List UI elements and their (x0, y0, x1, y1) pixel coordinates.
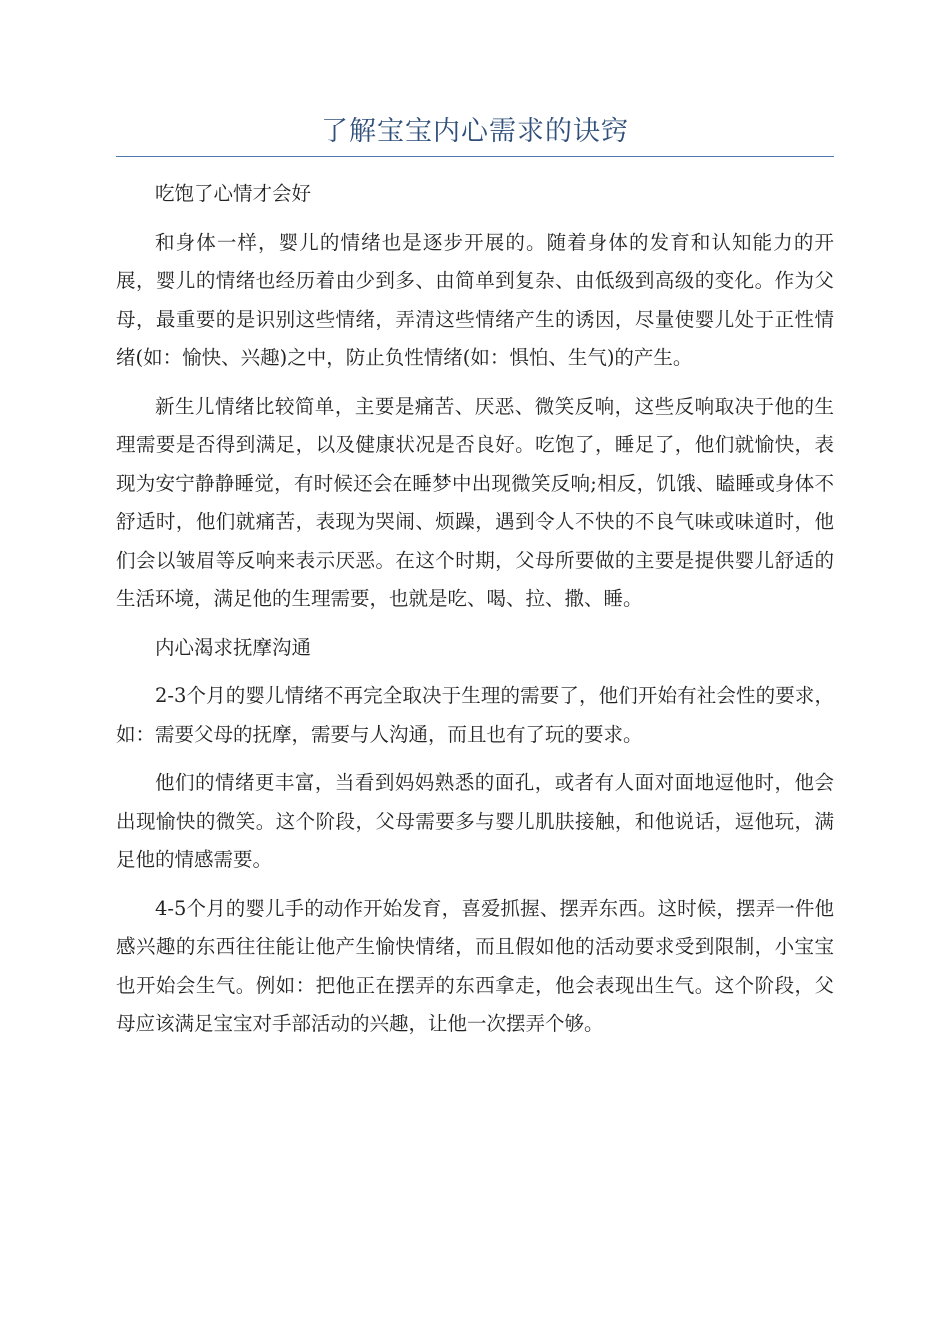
document-page (116, 108, 834, 1054)
document-title: 了解宝宝内心需求的诀窍 (321, 116, 629, 147)
paragraph: 他们的情绪更丰富，当看到妈妈熟悉的面孔，或者有人面对面地逗他时，他会出现愉快的微笑。这个阶段，父母需要多与婴儿肌肤接触，和他说话，逗他玩，满足他的情感需要。 (116, 771, 834, 871)
section-heading: 内心渴求抚摩沟通 (155, 635, 312, 659)
section-heading: 吃饱了心情才会好 (155, 182, 312, 205)
paragraph: 2-3个月的婴儿情绪不再完全取决于生理的需要了，他们开始有社会性的要求，如：需要父母的抚摩，需要与人沟通，而且也有了玩的要求。 (116, 684, 834, 746)
paragraph: 和身体一样，婴儿的情绪也是逐步开展的。随着身体的发育和认知能力的开展，婴儿的情绪也经历着由少到多、由简单到复杂、由低级到高级的变化。作为父母，最重要的是识别这些情绪，弄清这些情绪产生的诱因，尽量使婴儿处于正性情绪(如：愉快、兴趣)之中，防止负性情绪(如：惧怕、生气)的产生。 (116, 230, 834, 369)
paragraph: 4-5个月的婴儿手的动作开始发育，喜爱抓握、摆弄东西。这时候，摆弄一件他感兴趣的东西往往能让他产生愉快情绪，而且假如他的活动要求受到限制，小宝宝也开始会生气。例如：把他正在摆弄的东西拿走，他会表现出生气。这个阶段，父母应该满足宝宝对手部活动的兴趣，让他一次摆弄个够。 (116, 896, 834, 1035)
title-underline (116, 156, 834, 157)
paragraph: 新生儿情绪比较简单，主要是痛苦、厌恶、微笑反响，这些反响取决于他的生理需要是否得到满足，以及健康状况是否良好。吃饱了，睡足了，他们就愉快，表现为安宁静静睡觉，有时候还会在睡梦中出现微笑反响;相反，饥饿、瞌睡或身体不舒适时，他们就痛苦，表现为哭闹、烦躁，遇到令人不快的不良气味或味道时，他们会以皱眉等反响来表示厌恶。在这个时期，父母所要做的主要是提供婴儿舒适的生活环境，满足他的生理需要，也就是吃、喝、拉、撒、睡。 (116, 394, 834, 610)
